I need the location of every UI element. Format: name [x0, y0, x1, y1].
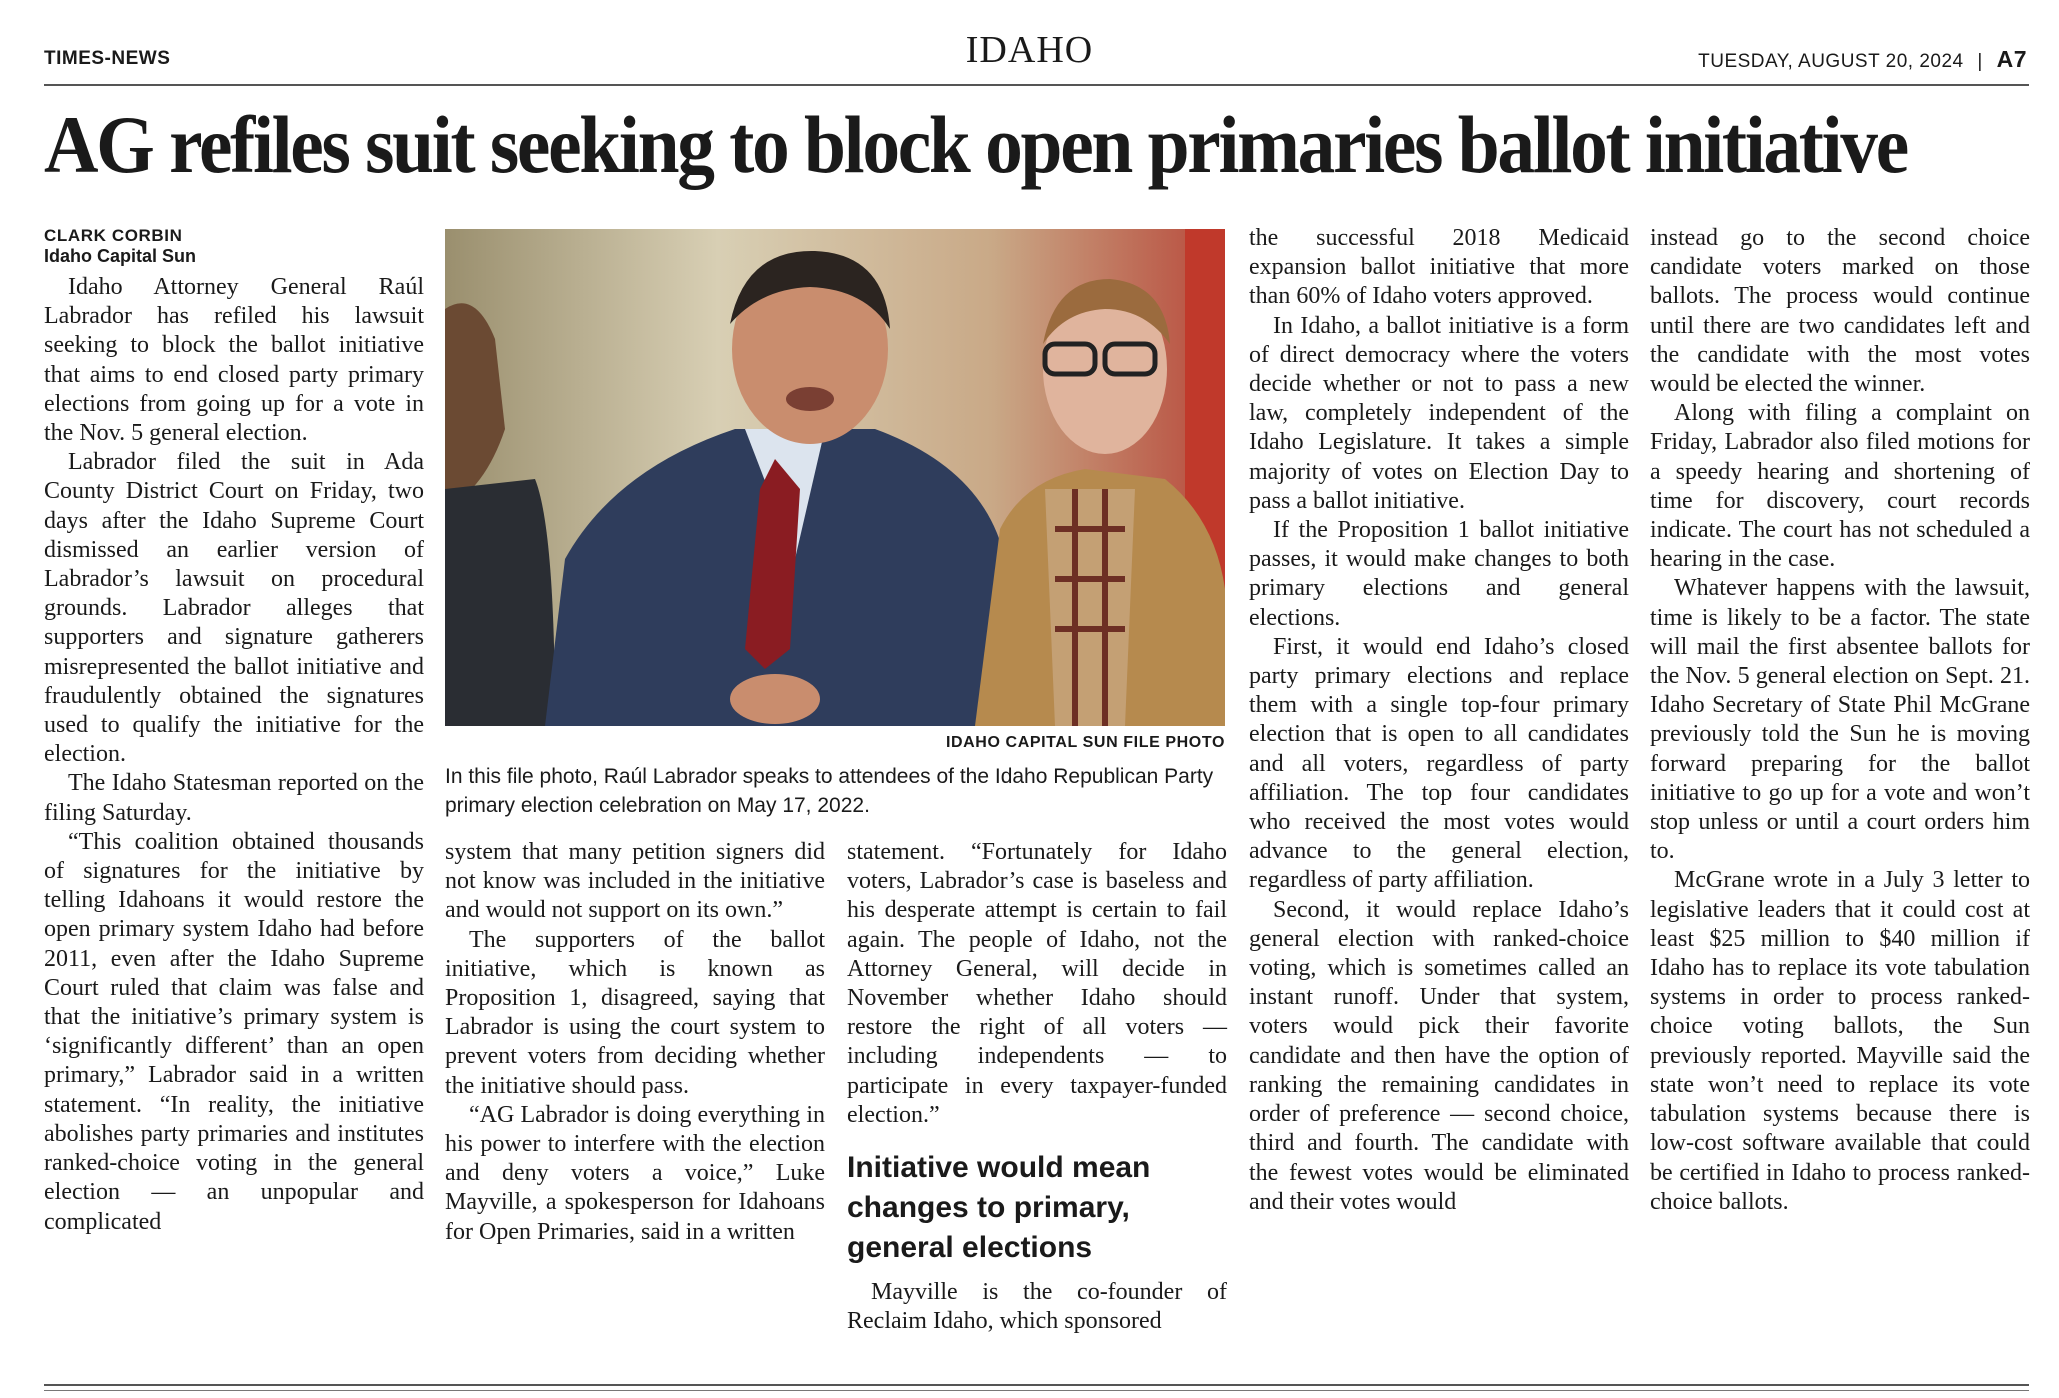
paragraph: The supporters of the ballot initiative, which is known as Proposition 1, disagreed, saying that Labrador is using the court system to prevent voters from deciding whether the initiative should pass. — [445, 926, 825, 1099]
photo-credit: IDAHO CAPITAL SUN FILE PHOTO — [945, 734, 1225, 751]
byline-org: Idaho Capital Sun — [44, 246, 197, 266]
paragraph: In Idaho, a ballot initiative is a form of direct democracy where the voters decide whether or not to pass a new law, completely independent of the Idaho Legislature. It takes a simple majority of votes on Election Day to pass a ballot initiative. — [1249, 312, 1629, 514]
paragraph: McGrane wrote in a July 3 letter to legislative leaders that it could cost at least $25 million to $40 million if Idaho has to replace its vote tabulation systems in order to process ranked-choice voting ballots, the Sun previously reported. Mayville said the state won’t need to replace its vote tabulation systems because there is low-cost software available that could be certified in Idaho to process ranked-choice ballots. — [1650, 867, 2030, 1215]
paragraph: Labrador filed the suit in Ada County District Court on Friday, two days after the Idaho Supreme Court dismissed an earlier version of Labrador’s lawsuit on procedural grounds. Labrador alleges that supporters and signature gatherers misrepresented the ballot initiative and fraudulently obtained the signatures used to qualify the initiative for the election. — [44, 449, 424, 768]
article-column-3 — [847, 838, 1227, 1336]
paragraph: the successful 2018 Medicaid expansion ballot initiative that more than 60% of Idaho voters approved. — [1249, 225, 1629, 310]
paragraph: statement. “Fortunately for Idaho voters, Labrador’s case is baseless and his desperate attempt is certain to fail again. The people of Idaho, not the Attorney General, will decide in November whether Idaho should restore the right of all voters — including independents — to participate in every taxpayer-funded election.” — [847, 839, 1227, 1128]
bottom-rule — [44, 1384, 2029, 1386]
article-column-2 — [445, 838, 825, 1247]
labrador-photo-illustration — [445, 229, 1225, 726]
paragraph: Second, it would replace Idaho’s general election with ranked-choice voting, which is sometimes called an instant runoff. Under that system, voters would pick their favorite candidate and then have the option of ranking the remaining candidates in order of preference — second choice, third and fourth. The candidate with the fewest votes would be eliminated and their votes would — [1249, 896, 1629, 1215]
paragraph: Along with filing a complaint on Friday, Labrador also filed motions for a speedy hearing and shortening of time for discovery, court records indicate. The court has not scheduled a hearing in the case. — [1650, 400, 2030, 573]
paragraph: Whatever happens with the lawsuit, time is likely to be a factor. The state will mail the first absentee ballots for the Nov. 5 general election on Sept. 21. Idaho Secretary of State Phil McGrane previously told the Sun he is moving forward preparing for the ballot initiative to go up for a vote and won’t stop unless or until a court orders him to. — [1650, 575, 2030, 865]
news-photo — [445, 229, 1225, 726]
paragraph: Mayville is the co-founder of Reclaim Idaho, which sponsored — [847, 1279, 1227, 1335]
paragraph: “AG Labrador is doing everything in his power to interfere with the election and deny voters a voice,” Luke Mayville, a spokesperson for Idahoans for Open Primaries, said in a written — [445, 1101, 825, 1245]
masthead-separator: | — [1977, 51, 1983, 72]
issue-date: TUESDAY, AUGUST 20, 2024 — [1698, 51, 1964, 72]
byline-author: CLARK CORBIN — [44, 226, 183, 245]
headline: AG refiles suit seeking to block open primaries ballot initiative — [44, 99, 1907, 190]
paragraph: instead go to the second choice candidate voters marked on those ballots. The process would continue until there are two candidates left and the candidate with the most votes would be elected the winner. — [1650, 225, 2030, 398]
paragraph: system that many petition signers did not know was included in the initiative and would not support on its own.” — [445, 839, 825, 924]
article-column-5 — [1650, 224, 2030, 1217]
bottom-rule-thin — [44, 1390, 2029, 1391]
paragraph: Idaho Attorney General Raúl Labrador has refiled his lawsuit seeking to block the ballot initiative that aims to end closed party primary elections from going up for a vote in the Nov. 5 general election. — [44, 274, 424, 447]
date-and-page — [1698, 46, 2027, 73]
newspaper-name: TIMES-NEWS — [44, 48, 171, 69]
subheadline: Initiative would mean changes to primary, general elections — [847, 1151, 1151, 1265]
paragraph: If the Proposition 1 ballot initiative passes, it would make changes to both primary elections and general elections. — [1249, 517, 1629, 631]
paragraph: “This coalition obtained thousands of signatures for the initiative by telling Idahoans it would restore the open primary system Idaho had before 2011, even after the Idaho Supreme Court ruled that claim was false and that the initiative’s primary system is ‘significantly different’ than an open primary,” Labrador said in a written statement. “In reality, the initiative abolishes party primaries and institutes ranked-choice voting in the general election — an unpopular and complicated — [44, 828, 424, 1235]
top-rule — [44, 84, 2029, 86]
paragraph: The Idaho Statesman reported on the filing Saturday. — [44, 770, 424, 826]
section-title: IDAHO — [965, 29, 1094, 71]
photo-caption: In this file photo, Raúl Labrador speaks to attendees of the Idaho Republican Party primary election celebration on May 17, 2022. — [445, 765, 1214, 817]
page-number: A7 — [1996, 46, 2027, 72]
article-column-4 — [1249, 224, 1629, 1217]
paragraph: First, it would end Idaho’s closed party primary elections and replace them with a single top-four primary election that is open to all candidates and all voters, regardless of party affiliation. The top four candidates who received the most votes would advance to the general election, regardless of party affiliation. — [1249, 633, 1629, 894]
article-column-1 — [44, 226, 424, 1237]
